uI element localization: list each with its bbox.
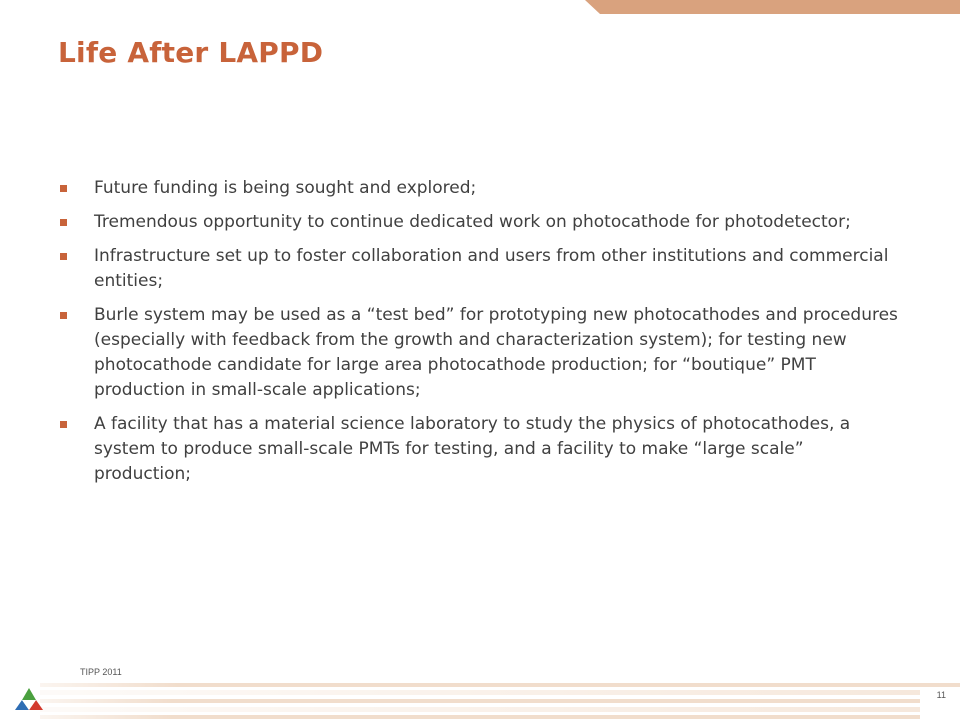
bullet-list: [58, 176, 898, 496]
bullet-item: [58, 210, 898, 235]
square-bullet-icon: [60, 219, 67, 226]
slide-title: Life After LAPPD: [58, 36, 324, 69]
bullet-item: [58, 412, 898, 487]
square-bullet-icon: [60, 185, 67, 192]
square-bullet-icon: [60, 421, 67, 428]
bullet-text: Burle system may be used as a “test bed” for prototyping new photocathodes and procedures (especially with feedback from the growth and characterization system); for testing new photocathode candidate for large area photocathode production; for “boutique” PMT production in small-scale applications;: [94, 305, 898, 400]
footer-label: TIPP 2011: [80, 667, 122, 677]
bullet-text: Tremendous opportunity to continue dedicated work on photocathode for photodetector;: [94, 212, 851, 232]
square-bullet-icon: [60, 253, 67, 260]
bullet-item: [58, 244, 898, 294]
bullet-text: A facility that has a material science laboratory to study the physics of photocathodes, a system to produce small-scale PMTs for testing, and a facility to make “large scale” production;: [94, 414, 851, 484]
tri-color-triangle-logo: [14, 686, 44, 712]
page-number: 11: [936, 690, 946, 700]
bullet-text: Future funding is being sought and explored;: [94, 178, 477, 198]
footer-stripes: [0, 680, 960, 720]
bullet-item: [58, 176, 898, 201]
header-accent-bar: [0, 0, 960, 14]
bullet-item: [58, 303, 898, 403]
bullet-text: Infrastructure set up to foster collaboration and users from other institutions and commercial entities;: [94, 246, 889, 291]
square-bullet-icon: [60, 312, 67, 319]
